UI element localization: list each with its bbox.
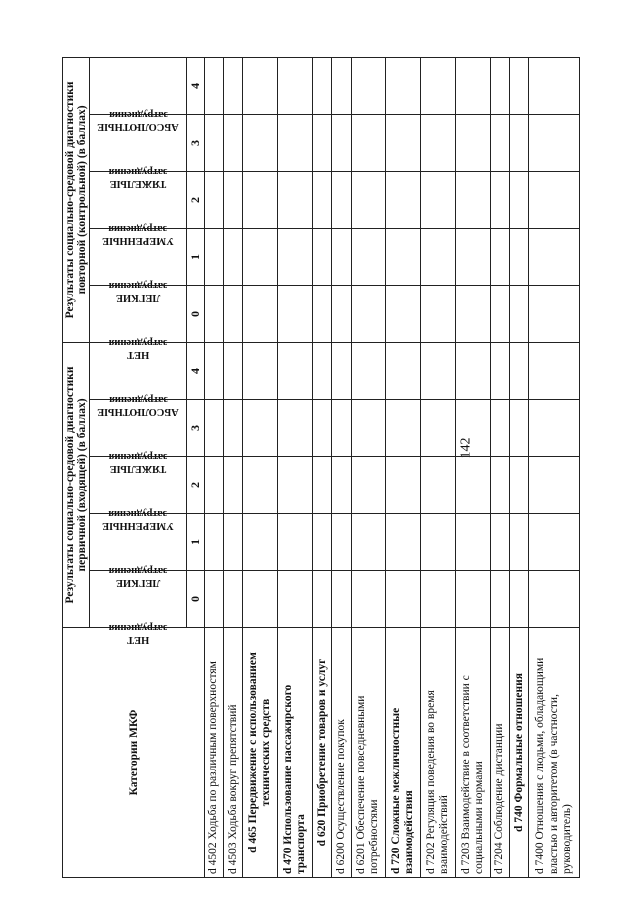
score-entry-cell (351, 400, 386, 457)
score-entry-cell (205, 342, 224, 399)
score-entry-cell (205, 285, 224, 342)
score-entry-cell (332, 171, 351, 228)
table-row (224, 57, 243, 877)
score-entry-cell (386, 171, 421, 228)
score-entry-cell (224, 57, 243, 114)
score-entry-cell (490, 457, 509, 514)
mkf-category-cell: d 465 Передвижение с использованием технических средств (243, 628, 278, 878)
score-entry-cell (421, 228, 456, 285)
score-entry-cell (456, 114, 491, 171)
table-body (205, 57, 580, 877)
score-entry-cell (332, 114, 351, 171)
score-entry-cell (351, 171, 386, 228)
score-entry-cell (351, 228, 386, 285)
score-entry-cell (278, 57, 313, 114)
score-entry-cell (386, 114, 421, 171)
score-entry-cell (278, 285, 313, 342)
score-entry-cell (278, 171, 313, 228)
score-cell: 3 (187, 400, 205, 457)
level-header: УМЕРЕННЫЕ затруднения (90, 171, 187, 228)
rotated-table-container (62, 58, 580, 878)
mkf-category-cell: d 720 Сложные межличностные взаимодействия (386, 628, 421, 878)
score-entry-cell (529, 400, 580, 457)
score-entry-cell (386, 342, 421, 399)
score-entry-cell (243, 228, 278, 285)
score-entry-cell (332, 342, 351, 399)
score-entry-cell (351, 571, 386, 628)
score-entry-cell (278, 514, 313, 571)
score-entry-cell (421, 400, 456, 457)
table-row (510, 57, 529, 877)
score-entry-cell (313, 285, 332, 342)
score-entry-cell (490, 571, 509, 628)
score-entry-cell (386, 514, 421, 571)
score-entry-cell (386, 400, 421, 457)
score-entry-cell (243, 285, 278, 342)
score-entry-cell (313, 228, 332, 285)
table-row (421, 57, 456, 877)
table-row (351, 57, 386, 877)
score-entry-cell (313, 400, 332, 457)
score-entry-cell (278, 342, 313, 399)
level-header: НЕТ затруднения (90, 571, 187, 628)
score-entry-cell (510, 285, 529, 342)
score-entry-cell (205, 114, 224, 171)
score-entry-cell (332, 57, 351, 114)
score-entry-cell (529, 514, 580, 571)
level-header: ЛЕГКИЕ затруднения (90, 228, 187, 285)
score-entry-cell (529, 114, 580, 171)
mkf-category-cell: d 470 Использование пассажирского транспорта (278, 628, 313, 878)
level-header: ТЯЖЕЛЫЕ затруднения (90, 114, 187, 171)
score-entry-cell (490, 400, 509, 457)
score-entry-cell (510, 571, 529, 628)
score-entry-cell (313, 171, 332, 228)
score-entry-cell (386, 228, 421, 285)
score-entry-cell (421, 342, 456, 399)
score-entry-cell (243, 514, 278, 571)
score-entry-cell (243, 171, 278, 228)
mkf-category-cell: d 7203 Взаимодействие в соответствии с социальными нормами (456, 628, 491, 878)
score-entry-cell (510, 228, 529, 285)
score-entry-cell (510, 114, 529, 171)
table-row (332, 57, 351, 877)
score-entry-cell (313, 457, 332, 514)
mkf-category-cell: d 4502 Ходьба по различным поверхностям (205, 628, 224, 878)
score-entry-cell (205, 457, 224, 514)
score-entry-cell (386, 457, 421, 514)
mkf-diagnostics-table (62, 57, 580, 878)
score-entry-cell (529, 285, 580, 342)
table-row (490, 57, 509, 877)
score-entry-cell (529, 228, 580, 285)
score-entry-cell (332, 571, 351, 628)
score-entry-cell (278, 228, 313, 285)
table-row (205, 57, 224, 877)
score-entry-cell (332, 228, 351, 285)
score-cell: 1 (187, 514, 205, 571)
score-entry-cell (386, 285, 421, 342)
score-entry-cell (490, 228, 509, 285)
score-entry-cell (490, 342, 509, 399)
mkf-category-cell: d 6201 Обеспечение повседневными потребностями (351, 628, 386, 878)
score-entry-cell (243, 57, 278, 114)
score-entry-cell (351, 57, 386, 114)
score-entry-cell (313, 514, 332, 571)
score-entry-cell (313, 57, 332, 114)
score-entry-cell (243, 114, 278, 171)
score-entry-cell (510, 171, 529, 228)
score-entry-cell (278, 114, 313, 171)
score-entry-cell (351, 457, 386, 514)
score-entry-cell (205, 171, 224, 228)
score-entry-cell (351, 514, 386, 571)
score-entry-cell (224, 400, 243, 457)
score-entry-cell (456, 228, 491, 285)
score-entry-cell (456, 400, 491, 457)
score-cell: 2 (187, 457, 205, 514)
score-entry-cell (332, 457, 351, 514)
mkf-category-cell: d 7204 Соблюдение дистанции (490, 628, 509, 878)
score-entry-cell (205, 514, 224, 571)
score-entry-cell (386, 57, 421, 114)
primary-diagnostics-header: Результаты социально-средовой диагностики первичной (входящей) (в баллах) (63, 342, 90, 627)
score-entry-cell (278, 400, 313, 457)
score-entry-cell (490, 514, 509, 571)
score-entry-cell (332, 400, 351, 457)
score-entry-cell (490, 114, 509, 171)
category-column-header: Категории МКФ (63, 628, 205, 878)
score-entry-cell (456, 171, 491, 228)
mkf-category-cell: d 620 Приобретение товаров и услуг (313, 628, 332, 878)
score-entry-cell (456, 457, 491, 514)
score-entry-cell (456, 57, 491, 114)
score-entry-cell (224, 457, 243, 514)
score-entry-cell (243, 400, 278, 457)
table-row (313, 57, 332, 877)
score-entry-cell (243, 457, 278, 514)
score-cell: 4 (187, 57, 205, 114)
score-entry-cell (529, 571, 580, 628)
score-entry-cell (332, 514, 351, 571)
score-entry-cell (529, 171, 580, 228)
score-entry-cell (421, 114, 456, 171)
score-entry-cell (351, 285, 386, 342)
level-header: УМЕРЕННЫЕ затруднения (90, 457, 187, 514)
score-entry-cell (529, 457, 580, 514)
score-entry-cell (224, 171, 243, 228)
score-entry-cell (205, 57, 224, 114)
score-entry-cell (278, 571, 313, 628)
score-entry-cell (386, 571, 421, 628)
score-entry-cell (490, 57, 509, 114)
mkf-category-cell: d 6200 Осуществление покупок (332, 628, 351, 878)
score-entry-cell (456, 514, 491, 571)
repeat-diagnostics-header: Результаты социально-средовой диагностики повторной (контрольной) (в баллах) (63, 57, 90, 342)
score-entry-cell (205, 400, 224, 457)
table-row (243, 57, 278, 877)
score-entry-cell (529, 342, 580, 399)
score-entry-cell (278, 457, 313, 514)
score-cell: 0 (187, 571, 205, 628)
score-entry-cell (490, 285, 509, 342)
score-entry-cell (510, 57, 529, 114)
score-entry-cell (313, 342, 332, 399)
score-cell: 0 (187, 285, 205, 342)
level-header: АБСОЛЮТНЫЕ затруднения (90, 342, 187, 399)
level-header: ТЯЖЕЛЫЕ затруднения (90, 400, 187, 457)
score-entry-cell (510, 400, 529, 457)
mkf-category-cell: d 7400 Отношения с людьми, обладающими властью и авторитетом (в частности, руководитель) (529, 628, 580, 878)
level-header: АБСОЛЮТНЫЕ затруднения (90, 57, 187, 114)
score-entry-cell (421, 285, 456, 342)
score-cell: 4 (187, 342, 205, 399)
score-entry-cell (456, 285, 491, 342)
score-entry-cell (510, 342, 529, 399)
score-cell: 1 (187, 228, 205, 285)
score-entry-cell (421, 171, 456, 228)
mkf-category-cell: d 4503 Ходьба вокруг препятствий (224, 628, 243, 878)
score-entry-cell (510, 457, 529, 514)
level-header: ЛЕГКИЕ затруднения (90, 514, 187, 571)
score-entry-cell (351, 114, 386, 171)
score-entry-cell (243, 571, 278, 628)
score-entry-cell (224, 571, 243, 628)
score-cell: 3 (187, 114, 205, 171)
page-number: 142 (458, 437, 474, 459)
score-entry-cell (421, 57, 456, 114)
score-entry-cell (243, 342, 278, 399)
score-entry-cell (313, 114, 332, 171)
score-entry-cell (332, 285, 351, 342)
score-entry-cell (490, 171, 509, 228)
table-row (529, 57, 580, 877)
score-entry-cell (224, 114, 243, 171)
score-entry-cell (456, 342, 491, 399)
score-entry-cell (205, 571, 224, 628)
table-row (278, 57, 313, 877)
score-entry-cell (224, 228, 243, 285)
score-entry-cell (224, 514, 243, 571)
score-entry-cell (313, 571, 332, 628)
score-cell: 2 (187, 171, 205, 228)
score-entry-cell (529, 57, 580, 114)
score-entry-cell (421, 571, 456, 628)
level-header: НЕТ затруднения (90, 285, 187, 342)
table-row (456, 57, 491, 877)
score-entry-cell (421, 457, 456, 514)
score-entry-cell (510, 514, 529, 571)
score-entry-cell (421, 514, 456, 571)
score-entry-cell (456, 571, 491, 628)
score-entry-cell (224, 342, 243, 399)
score-entry-cell (224, 285, 243, 342)
score-entry-cell (205, 228, 224, 285)
score-entry-cell (351, 342, 386, 399)
mkf-category-cell: d 740 Формальные отношения (510, 628, 529, 878)
table-row (386, 57, 421, 877)
mkf-category-cell: d 7202 Регуляция поведения во время взаимодействий (421, 628, 456, 878)
